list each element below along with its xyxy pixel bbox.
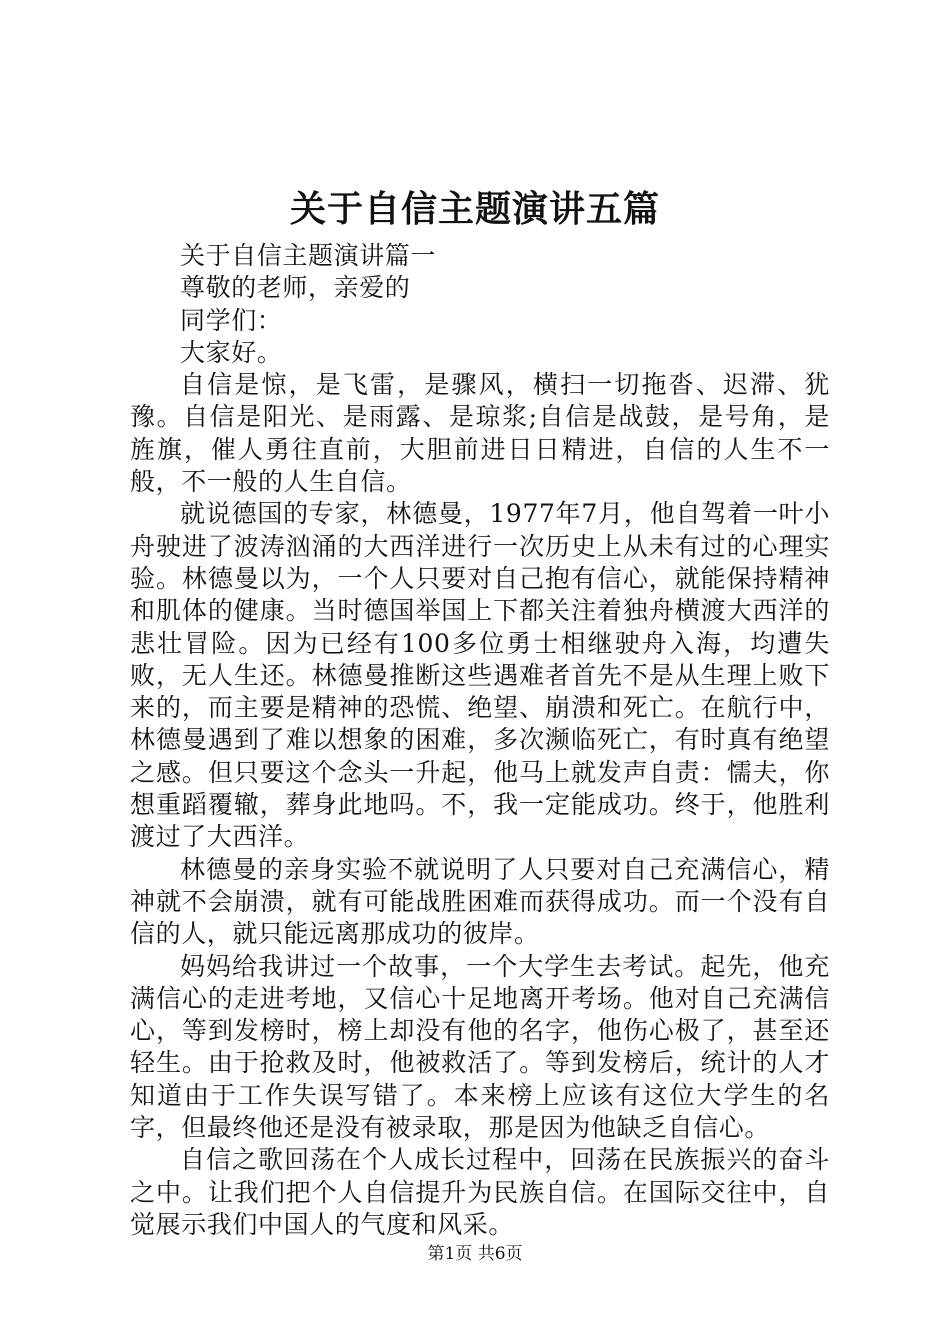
salutation-line: 尊敬的老师，亲爱的 bbox=[180, 273, 411, 303]
document-body bbox=[130, 240, 830, 1241]
salutation-line: 同学们： bbox=[180, 305, 283, 335]
page-footer: 第1页 共6页 bbox=[427, 1244, 523, 1264]
body-paragraph: 林德曼的亲身实验不就说明了人只要对自己充满信心，精神就不会崩溃，就有可能战胜困难而获得成功。而一个没有自信的人，就只能远离那成功的彼岸。 bbox=[130, 854, 830, 949]
body-paragraph: 自信是惊，是飞雷，是骤风，横扫一切拖沓、迟滞、犹豫。自信是阳光、是雨露、是琼浆;自信是战鼓，是号角，是旌旗，催人勇往直前，大胆前进日日精进，自信的人生不一般，不一般的人生自信。 bbox=[130, 370, 830, 497]
body-paragraph: 妈妈给我讲过一个故事，一个大学生去考试。起先，他充满信心的走进考地，又信心十足地离开考场。他对自己充满信心，等到发榜时，榜上却没有他的名字，他伤心极了，甚至还轻生。由于抢救及时，他被救活了。等到发榜后，统计的人才知道由于工作失误写错了。本来榜上应该有这位大学生的名字，但最终他还是没有被录取，那是因为他缺乏自信心。 bbox=[130, 951, 830, 1143]
body-paragraph: 自信之歌回荡在个人成长过程中，回荡在民族振兴的奋斗之中。让我们把个人自信提升为民族自信。在国际交往中，自觉展示我们中国人的气度和风采。 bbox=[130, 1145, 830, 1239]
document-title: 关于自信主题演讲五篇 bbox=[289, 188, 660, 230]
greeting-line: 大家好。 bbox=[180, 337, 283, 367]
section-heading: 关于自信主题演讲篇一 bbox=[180, 241, 437, 270]
body-paragraph: 就说德国的专家，林德曼，1977年7月，他自驾着一叶小舟驶进了波涛汹涌的大西洋进行一次历史上从未有过的心理实验。林德曼以为，一个人只要对自己抱有信心，就能保持精神和肌体的健康。当时德国举国上下都关注着独舟横渡大西洋的悲壮冒险。因为已经有100多位勇士相继驶舟入海，均遭失败，无人生还。林德曼推断这些遇难者首先不是从生理上败下来的，而主要是精神的恐慌、绝望、崩溃和死亡。在航行中，林德曼遇到了难以想象的困难，多次濒临死亡，有时真有绝望之感。但只要这个念头一升起，他马上就发声自责：懦夫，你想重蹈覆辙，葬身此地吗。不，我一定能成功。终于，他胜利渡过了大西洋。 bbox=[130, 499, 830, 852]
